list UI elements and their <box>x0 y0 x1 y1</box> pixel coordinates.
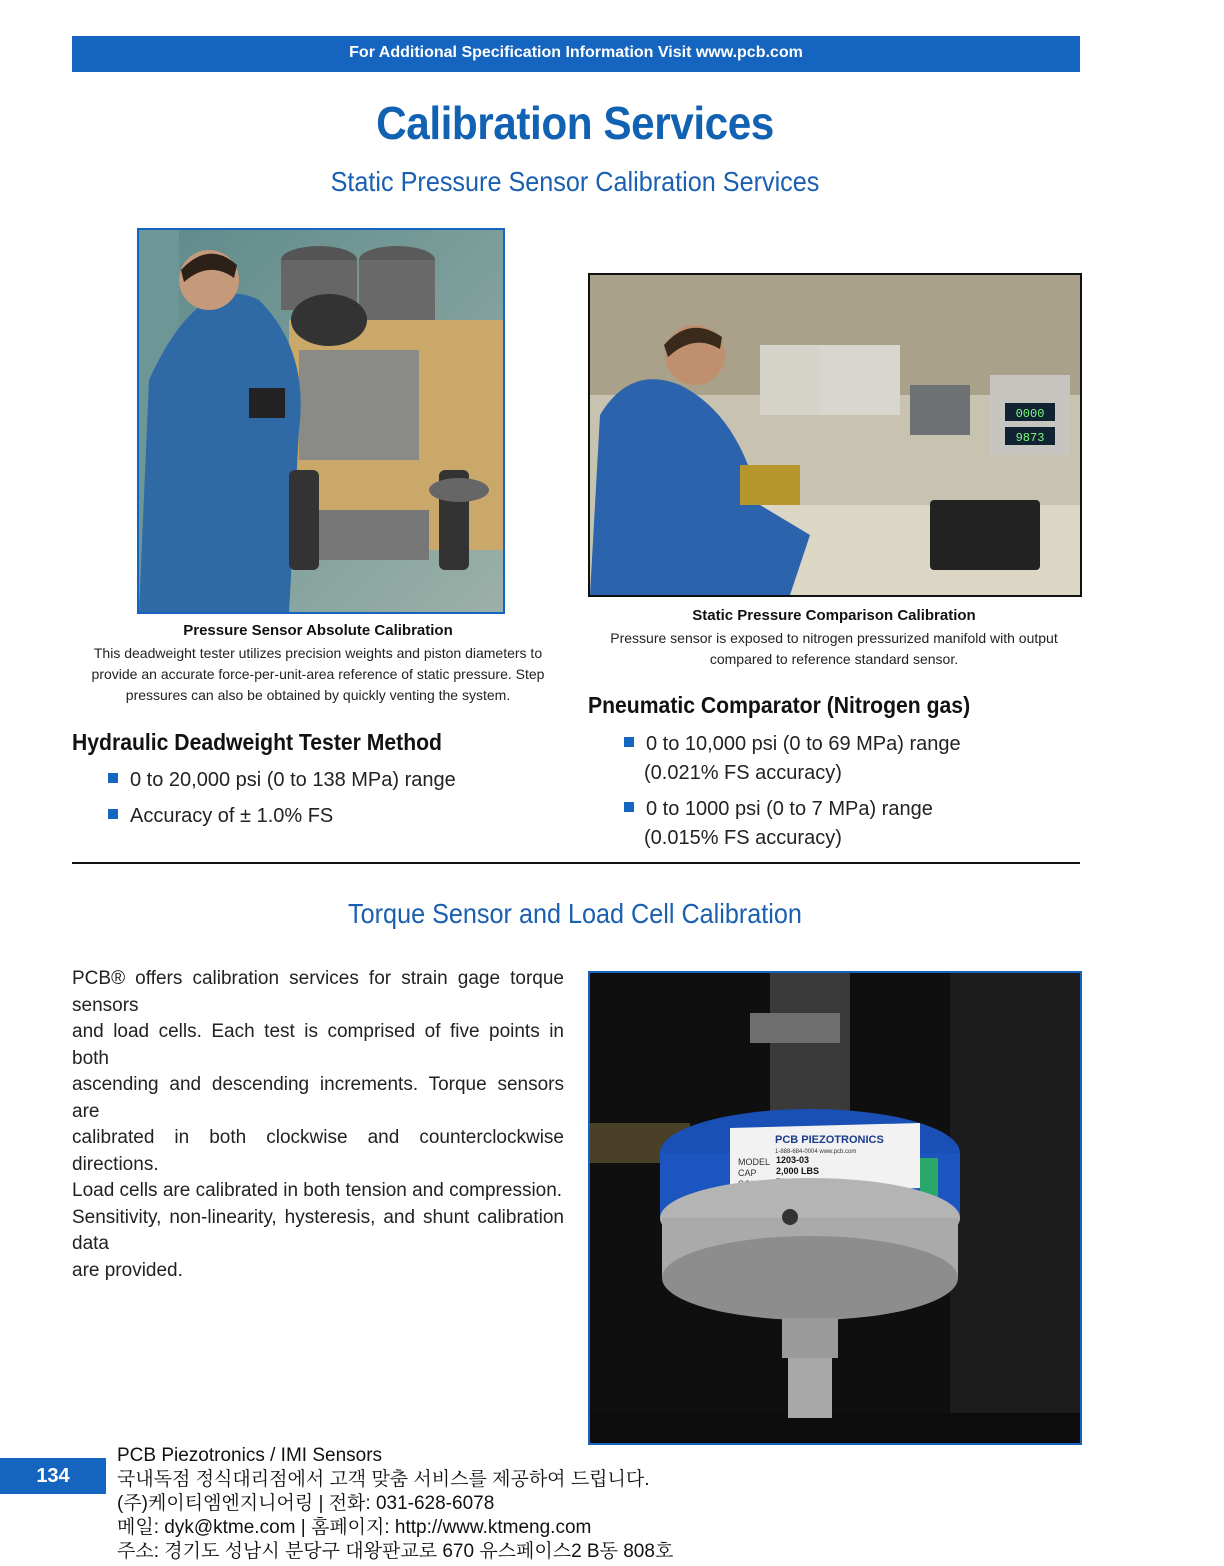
label-phone: 1-888-684-0004 www.pcb.com <box>775 1149 857 1155</box>
footer-contact: PCB Piezotronics / IMI Sensors 국내독점 정식대리점에서 고객 맞춤 서비스를 제공하여 드립니다. (주)케이티엠엔지니어링 | 전화: 031-628-6078 메일: dyk@ktme.com | 홈페이지: http://www.ktmeng.com 주소: 경기도 성남시 분당구 대왕판교로 670 유스페이스2 B동 808호 <box>117 1445 674 1562</box>
left-caption-title: Pressure Sensor Absolute Calibration <box>183 622 453 639</box>
display-reading-1: 0000 <box>1015 407 1045 421</box>
top-banner: For Additional Specification Information Visit www.pcb.com <box>72 36 1080 72</box>
label-cap-val: 2,000 LBS <box>776 1166 820 1176</box>
page-number: 134 <box>0 1458 106 1494</box>
label-model-key: MODEL <box>738 1157 771 1167</box>
label-cap-key: CAP <box>738 1168 757 1178</box>
page-subtitle: Static Pressure Sensor Calibration Services <box>330 166 820 197</box>
label-model-val: 1203-03 <box>776 1155 810 1165</box>
left-caption-text: This deadweight tester utilizes precision weights and piston diameters to provide an accurate force-per-unit-area reference of static pressure. Step pressures can also be obtained by quickly venting the system. <box>91 645 545 703</box>
comparator-photo <box>588 273 1082 597</box>
right-caption-text: Pressure sensor is exposed to nitrogen pressurized manifold with output compared to reference standard sensor. <box>610 630 1058 667</box>
section-divider <box>72 862 1080 864</box>
deadweight-tester-photo <box>137 228 505 614</box>
pneumatic-heading: Pneumatic Comparator (Nitrogen gas) <box>588 692 971 718</box>
bullet-square-icon <box>108 809 118 819</box>
bullet-square-icon <box>624 802 634 812</box>
load-cell-photo <box>588 971 1082 1445</box>
torque-section-heading: Torque Sensor and Load Cell Calibration <box>348 898 802 929</box>
right-caption-title: Static Pressure Comparison Calibration <box>692 607 976 624</box>
list-item: 0 to 10,000 psi (0 to 69 MPa) range (0.021% FS accuracy) <box>624 730 961 788</box>
bullet-square-icon <box>624 737 634 747</box>
label-brand: PCB PIEZOTRONICS <box>775 1134 884 1146</box>
list-item: Accuracy of ± 1.0% FS <box>108 802 333 831</box>
page-title: Calibration Services <box>376 97 774 149</box>
list-item: 0 to 1000 psi (0 to 7 MPa) range (0.015% FS accuracy) <box>624 795 933 853</box>
bullet-square-icon <box>108 773 118 783</box>
hydraulic-heading: Hydraulic Deadweight Tester Method <box>72 729 442 755</box>
list-item: 0 to 20,000 psi (0 to 138 MPa) range <box>108 766 456 795</box>
torque-description: PCB® offers calibration services for strain gage torque sensors and load cells. Each test is comprised of five points in both ascending and descending increments. Torque sensors are calibrated in both clockwise and counterclockwise directions. Load cells are calibrated in both tension and compression. Sensitivity, non-linearity, hysteresis, and shunt calibration data are provided. <box>72 968 564 1281</box>
display-reading-2: 9873 <box>1015 431 1045 445</box>
